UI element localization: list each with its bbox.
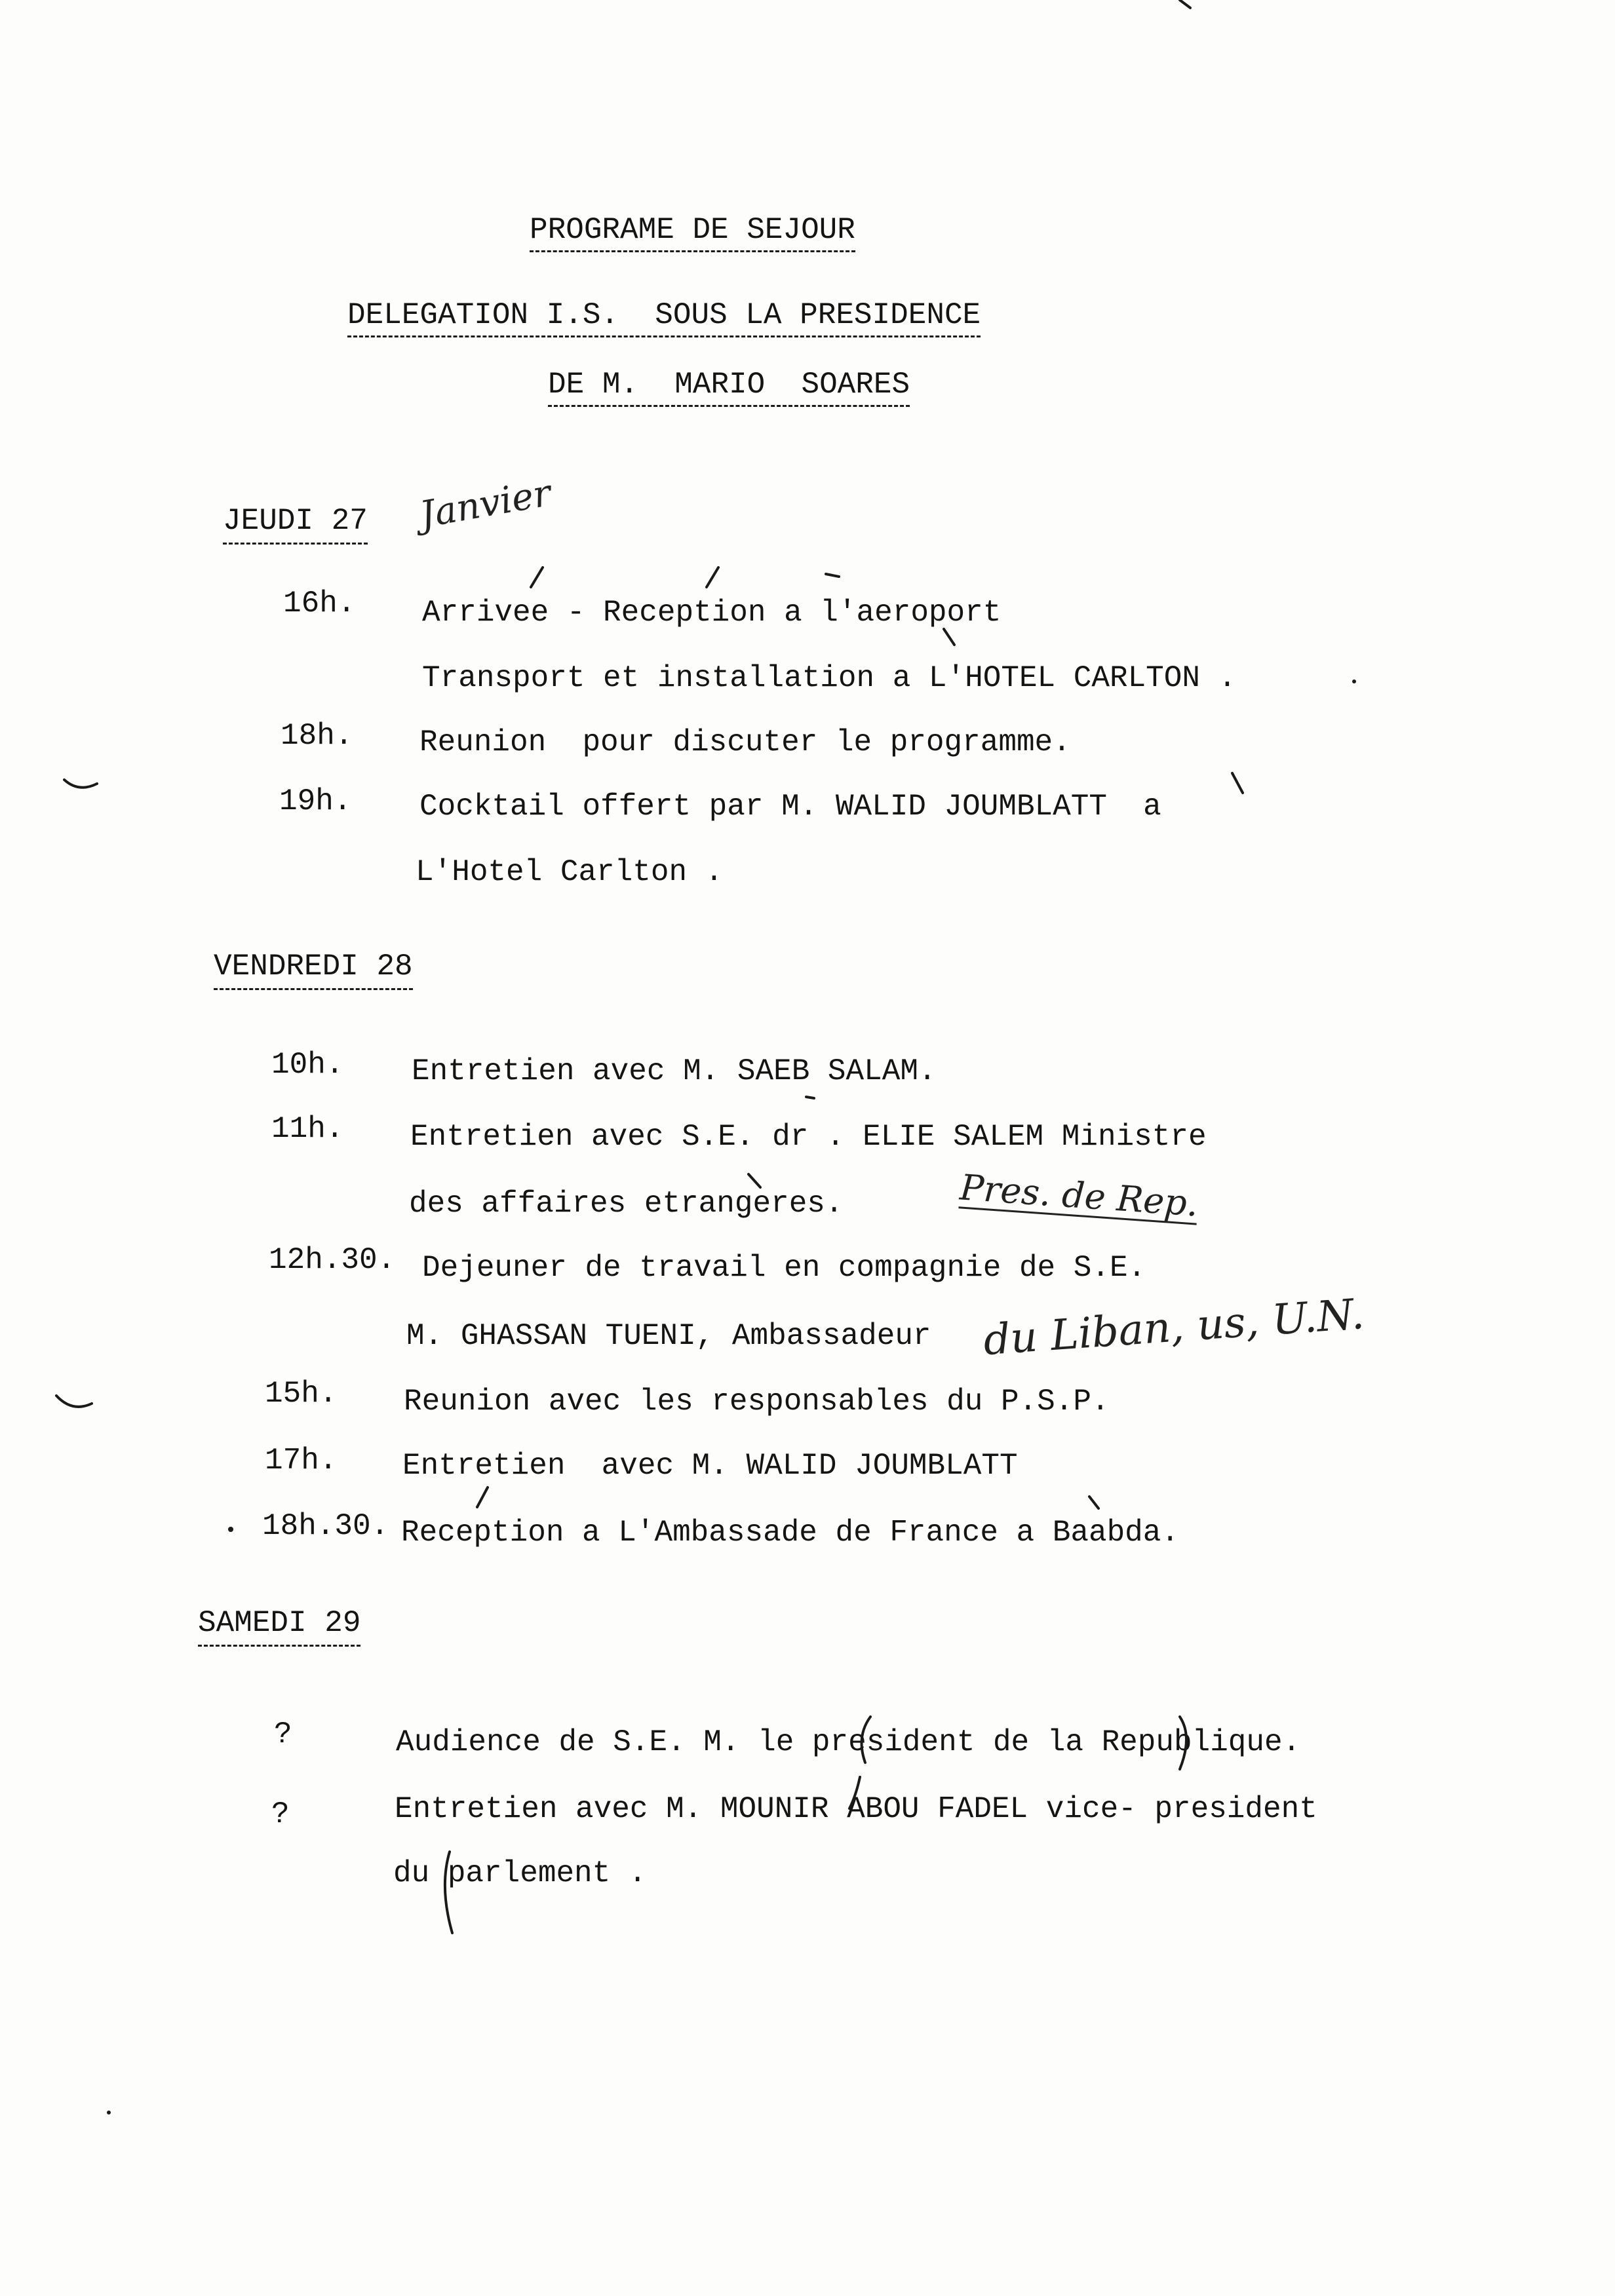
entry-time: 16h. <box>283 586 356 621</box>
entry-text: Entretien avec M. WALID JOUMBLATT <box>402 1449 1018 1483</box>
entry-text: Entretien avec M. SAEB SALAM. <box>412 1054 937 1088</box>
entry-text: Dejeuner de travail en compagnie de S.E. <box>422 1251 1146 1285</box>
handwritten-note-pres-rep: Pres. de Rep. <box>958 1166 1200 1225</box>
day-heading-samedi: SAMEDI 29 <box>198 1608 360 1647</box>
doc-title-line2: DELEGATION I.S. SOUS LA PRESIDENCE <box>347 300 981 337</box>
entry-time: ? <box>271 1797 290 1831</box>
entry-time: ? <box>274 1717 292 1751</box>
entry-time: 11h. <box>271 1112 344 1146</box>
entry-text: L'Hotel Carlton . <box>416 855 724 889</box>
entry-text: Audience de S.E. M. le president de la Republique. <box>396 1725 1301 1759</box>
entry-text: Reunion avec les responsables du P.S.P. <box>404 1385 1110 1419</box>
entry-time: 18h.30. <box>262 1509 389 1543</box>
entry-text: M. GHASSAN TUENI, Ambassadeur <box>406 1319 931 1353</box>
day-heading-vendredi: VENDREDI 28 <box>214 951 413 990</box>
day-heading-jeudi: JEUDI 27 <box>223 506 368 545</box>
entry-text: Reception a L'Ambassade de France a Baabda. <box>401 1516 1179 1550</box>
entry-text: Transport et installation a L'HOTEL CARLTON . <box>422 661 1237 695</box>
entry-text: Arrivee - Reception a l'aeroport <box>422 596 1002 630</box>
entry-text: Cocktail offert par M. WALID JOUMBLATT a <box>419 790 1161 824</box>
handwritten-note-janvier: Janvier <box>416 472 555 537</box>
doc-title-line3: DE M. MARIO SOARES <box>548 370 910 407</box>
entry-text: Reunion pour discuter le programme. <box>419 725 1071 759</box>
entry-text: Entretien avec S.E. dr . ELIE SALEM Ministre <box>410 1120 1207 1154</box>
entry-time: 19h. <box>279 784 352 818</box>
entry-time: 18h. <box>281 719 353 753</box>
entry-text: Entretien avec M. MOUNIR ABOU FADEL vice- president <box>395 1792 1317 1826</box>
entry-time: 15h. <box>265 1377 338 1411</box>
entry-time: 10h. <box>271 1048 344 1082</box>
handwritten-note-liban: du Liban, us, U.N. <box>982 1290 1366 1366</box>
doc-title-line1: PROGRAME DE SEJOUR <box>530 215 855 252</box>
entry-time: 17h. <box>265 1444 338 1478</box>
entry-text: du parlement . <box>393 1856 647 1890</box>
entry-time: 12h.30. <box>269 1243 396 1277</box>
entry-text: des affaires etrangeres. <box>409 1187 844 1221</box>
